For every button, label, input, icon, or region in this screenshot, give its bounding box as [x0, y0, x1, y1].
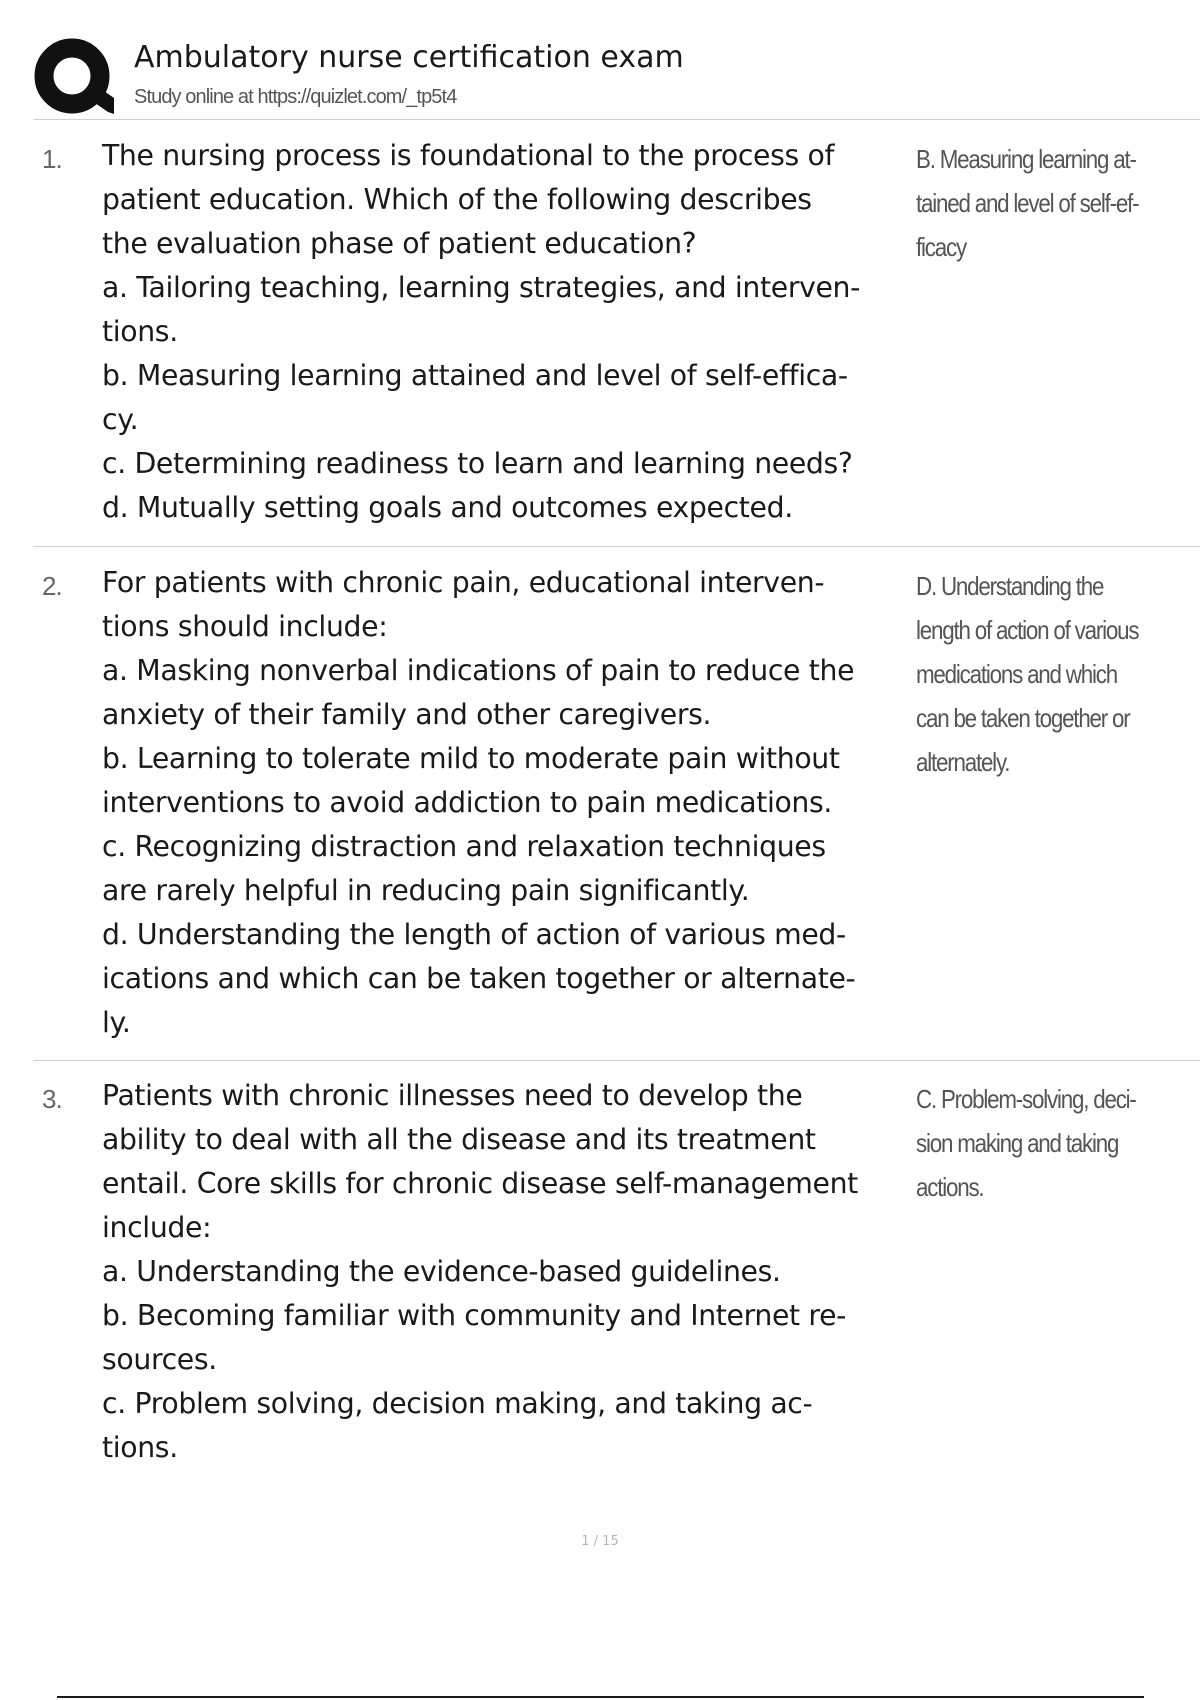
question-line: c. Problem solving, decision making, and taking ac-: [102, 1387, 813, 1420]
question-line: b. Learning to tolerate mild to moderate pain without: [102, 742, 840, 775]
question-line: ications and which can be taken together or alternate-: [102, 962, 856, 995]
study-online-link[interactable]: Study online at https://quizlet.com/_tp5t4: [134, 86, 457, 108]
question-line: Patients with chronic illnesses need to develop the: [102, 1079, 803, 1112]
question-number: 2.: [42, 571, 62, 601]
question-line: b. Measuring learning attained and level of self-effica-: [102, 359, 848, 392]
question-line: include:: [102, 1211, 212, 1244]
answer-line: actions.: [916, 1172, 984, 1202]
page-header: [34, 34, 1200, 122]
question-text: [102, 134, 942, 530]
question-line: interventions to avoid addiction to pain medications.: [102, 786, 833, 819]
question-divider: [33, 1060, 1200, 1061]
question-line: d. Understanding the length of action of various med-: [102, 918, 846, 951]
question-line: a. Tailoring teaching, learning strategies, and interven-: [102, 271, 861, 304]
question-line: tions.: [102, 1431, 178, 1464]
question-divider: [33, 546, 1200, 547]
question-text: [102, 561, 942, 1045]
document-title: Ambulatory nurse certification exam: [134, 40, 684, 75]
answer-text: [916, 1077, 1200, 1209]
question-line: a. Masking nonverbal indications of pain to reduce the: [102, 654, 855, 687]
question-text: [102, 1074, 942, 1470]
page-bottom-rule: [57, 1696, 1144, 1698]
answer-line: length of action of various: [916, 615, 1139, 645]
answer-line: alternately.: [916, 747, 1010, 777]
answer-line: D. Understanding the: [916, 571, 1104, 601]
header-divider: [33, 119, 1200, 120]
question-line: d. Mutually setting goals and outcomes expected.: [102, 491, 793, 524]
question-line: ly.: [102, 1006, 131, 1039]
question-line: the evaluation phase of patient education?: [102, 227, 697, 260]
question-line: For patients with chronic pain, educational interven-: [102, 566, 825, 599]
question-line: b. Becoming familiar with community and Internet re-: [102, 1299, 846, 1332]
question-line: anxiety of their family and other caregivers.: [102, 698, 712, 731]
question-line: tions should include:: [102, 610, 388, 643]
answer-line: C. Problem-solving, deci-: [916, 1084, 1136, 1114]
question-line: sources.: [102, 1343, 217, 1376]
answer-line: can be taken together or: [916, 703, 1130, 733]
answer-text: [916, 137, 1200, 269]
question-line: entail. Core skills for chronic disease self-management: [102, 1167, 858, 1200]
question-line: a. Understanding the evidence-based guidelines.: [102, 1255, 781, 1288]
question-line: are rarely helpful in reducing pain significantly.: [102, 874, 750, 907]
question-line: c. Determining readiness to learn and learning needs?: [102, 447, 853, 480]
answer-line: tained and level of self-ef-: [916, 188, 1139, 218]
question-line: c. Recognizing distraction and relaxation techniques: [102, 830, 826, 863]
answer-line: medications and which: [916, 659, 1117, 689]
answer-line: sion making and taking: [916, 1128, 1119, 1158]
question-line: patient education. Which of the following describes: [102, 183, 812, 216]
question-line: cy.: [102, 403, 139, 436]
answer-line: ficacy: [916, 232, 966, 262]
question-line: The nursing process is foundational to the process of: [102, 139, 835, 172]
quizlet-logo-icon: [34, 38, 114, 118]
question-number: 3.: [42, 1084, 62, 1114]
answer-text: [916, 564, 1200, 784]
question-line: ability to deal with all the disease and its treatment: [102, 1123, 816, 1156]
answer-line: B. Measuring learning at-: [916, 144, 1136, 174]
question-line: tions.: [102, 315, 178, 348]
page-number: 1 / 15: [581, 1534, 619, 1549]
question-number: 1.: [42, 144, 62, 174]
